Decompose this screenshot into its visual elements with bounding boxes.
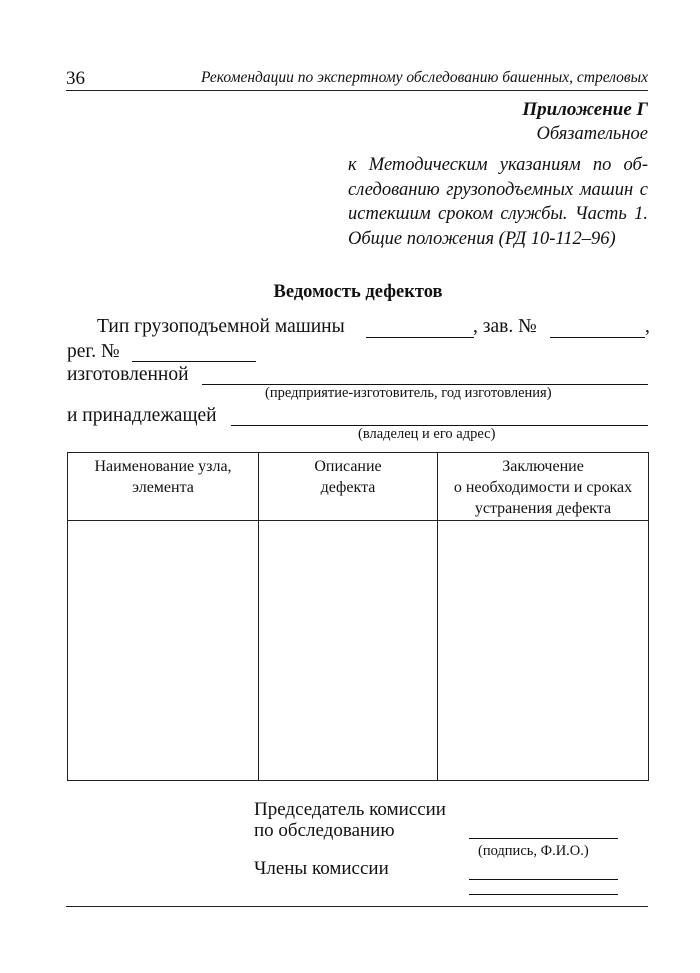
- owner-caption: (владелец и его адрес): [358, 426, 496, 442]
- commission-members-label: Члены комиссии: [254, 858, 389, 879]
- appendix-reference-line: следованию грузоподъемных машин с: [348, 179, 648, 200]
- table-row: [68, 521, 649, 781]
- registration-number-field[interactable]: [132, 361, 256, 362]
- column-header-line: дефекта: [320, 479, 376, 496]
- conclusion-cell[interactable]: [438, 521, 649, 781]
- description-cell[interactable]: [259, 521, 438, 781]
- column-header-conclusion: [438, 453, 649, 521]
- appendix-reference-line: к Методическим указаниям по об-: [348, 155, 648, 175]
- manufacturer-caption: (предприятие-изготовитель, год изготовления): [265, 385, 552, 401]
- appendix-title: Приложение Г: [522, 99, 648, 120]
- serial-number-field[interactable]: [550, 337, 645, 338]
- document-title: Ведомость дефектов: [273, 282, 443, 302]
- appendix-reference-line: истекшим сроком службы. Часть 1.: [348, 204, 648, 224]
- component-cell[interactable]: [68, 521, 259, 781]
- running-title: Рекомендации по экспертному обследованию башенных, стреловых: [200, 69, 648, 86]
- member-signature-line[interactable]: [469, 879, 618, 880]
- column-header-component: [68, 453, 259, 521]
- appendix-status: Обязательное: [536, 124, 648, 144]
- member-signature-line[interactable]: [469, 894, 618, 895]
- defect-table: [67, 452, 649, 781]
- column-header-line: Заключение: [502, 458, 584, 475]
- appendix-reference: [348, 153, 648, 251]
- column-header-line: Наименование узла,: [94, 458, 232, 475]
- column-header-line: устранения дефекта: [474, 500, 612, 517]
- trailing-comma: ,: [645, 316, 650, 337]
- column-header-description: [259, 453, 438, 521]
- chairman-label-continued: по обследованию: [254, 820, 395, 841]
- page-number: 36: [66, 68, 85, 89]
- serial-number-label: , зав. №: [473, 316, 537, 337]
- table-header-row: [68, 453, 649, 521]
- bottom-rule: [66, 906, 648, 907]
- column-header-line: Описание: [314, 458, 382, 475]
- machine-type-label: Тип грузоподъемной машины: [97, 316, 345, 337]
- running-header: [66, 64, 648, 91]
- registration-number-label: рег. №: [67, 341, 120, 362]
- chairman-signature-line[interactable]: [469, 838, 618, 839]
- column-header-line: элемента: [132, 479, 194, 496]
- signature-caption: (подпись, Ф.И.О.): [478, 843, 589, 859]
- owned-label: и принадлежащей: [67, 405, 217, 426]
- manufactured-label: изготовленной: [67, 364, 189, 385]
- appendix-reference-line: Общие положения (РД 10-112–96): [348, 228, 616, 249]
- column-header-line: о необходимости и сроках: [453, 479, 633, 496]
- machine-type-field[interactable]: [366, 337, 474, 338]
- chairman-label: Председатель комиссии: [254, 799, 446, 820]
